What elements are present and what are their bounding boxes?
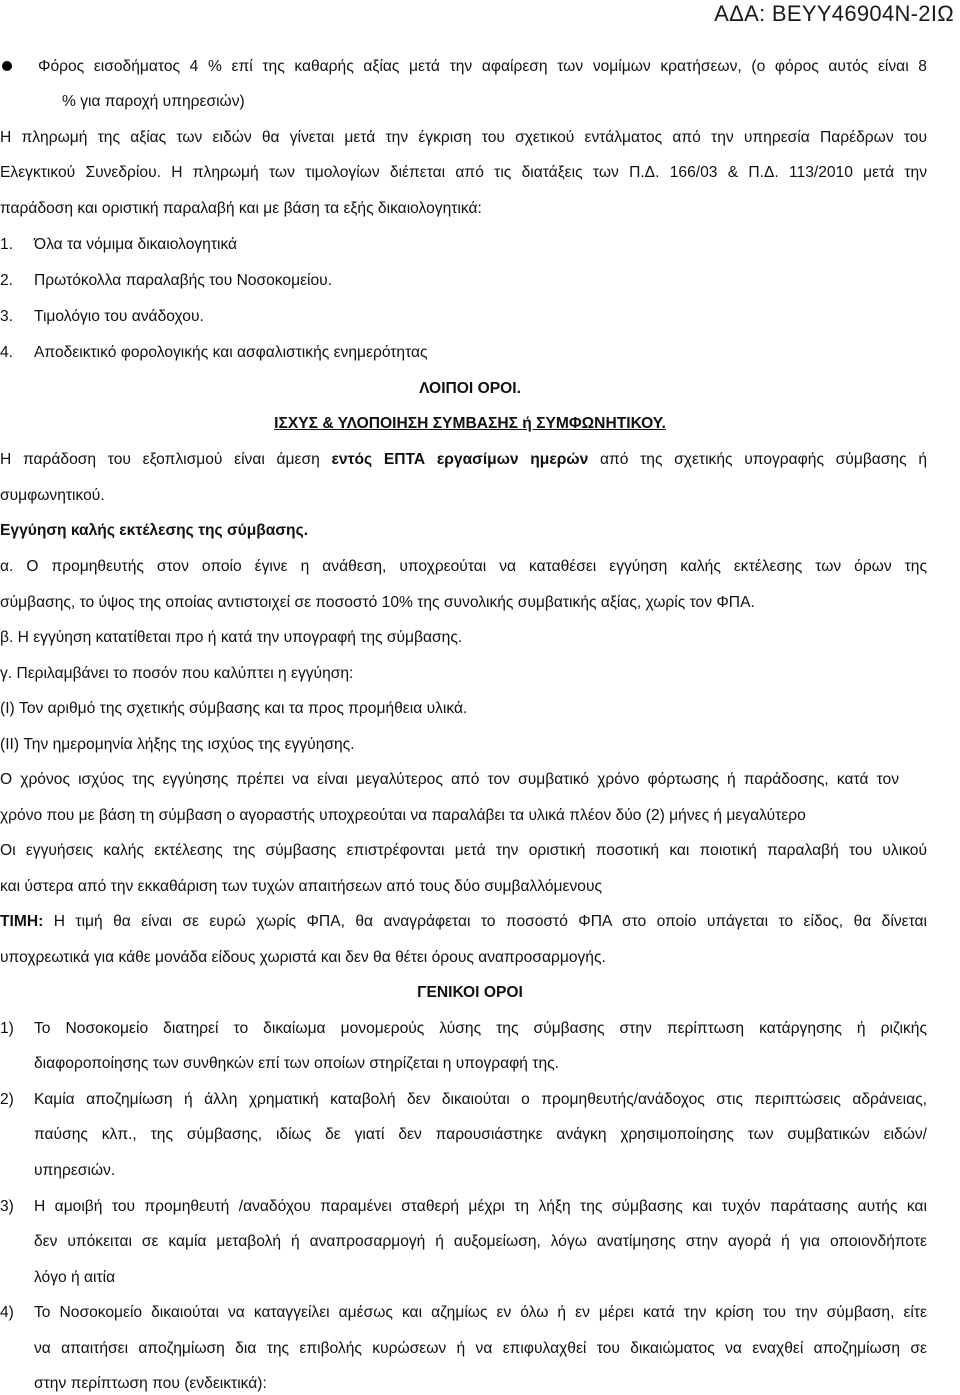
general-1-line1: Το Νοσοκομείο διατηρεί το δικαίωμα μονομερούς λύσης της σύμβασης στην περίπτωση κατάργησης ή ριζικής [34,1020,927,1037]
guarantee-time-line1: Ο χρόνος ισχύος της εγγύησης πρέπει να είναι μεγαλύτερος από τον συμβατικό χρόνο φόρτωσης ή παράδοσης, κατά τον [0,771,899,788]
price-line1 [0,912,927,932]
bullet-icon [2,61,12,71]
general-2-line3: υπηρεσιών. [34,1162,116,1179]
guarantee-ii: (II) Την ημερομηνία λήξης της ισχύος της εγγύησης. [0,736,355,753]
other-terms-heading: ΛΟΙΠΟΙ ΟΡΟΙ. [419,380,521,397]
doc-3-number: 3. [0,308,14,325]
guarantee-b: β. Η εγγύηση κατατίθεται προ ή κατά την υπογραφή της σύμβασης. [0,629,463,646]
ada-code: ΑΔΑ: ΒΕΥΥ46904Ν-2ΙΩ [714,1,954,26]
general-3-line2: δεν υπόκειται σε καμία μεταβολή ή αναπροσαρμογή ή αυξομείωση, λόγω ανατίμησης στην αγορά ή για οποιονδήποτε [34,1233,927,1250]
tax-bullet-line2: % για παροχή υπηρεσιών) [62,93,245,110]
general-1-line2: διαφοροποίησης των συνθηκών επί των οποίων στηρίζεται η υπογραφή της. [34,1055,559,1072]
doc-4-number: 4. [0,344,14,361]
delivery-bold: εντός ΕΠΤΑ εργασίμων ημερών [331,451,589,468]
doc-2-number: 2. [0,272,14,289]
general-3-number: 3) [0,1198,14,1215]
delivery-line1 [0,450,927,470]
guarantee-return-line2: και ύστερα από την εκκαθάριση των τυχών απαιτήσεων από τους δύο συμβαλλόμενους [0,878,602,895]
payment-line3: παράδοση και οριστική παραλαβή και με βάση τα εξής δικαιολογητικά: [0,200,482,217]
price-line2: υποχρεωτικά για κάθε μονάδα είδους χωριστά και δεν θα θέτει όρους αναπροσαρμογής. [0,949,606,966]
general-1-number: 1) [0,1020,14,1037]
doc-4-text: Αποδεικτικό φορολογικής και ασφαλιστικής ενημερότητας [34,344,428,361]
payment-line2: Ελεγκτικού Συνεδρίου. Η πληρωμή των τιμολογίων διέπεται από τις διατάξεις των Π.Δ. 166/03 & Π.Δ. 113/2010 μετά την [0,164,927,181]
general-2-line1: Καμία αποζημίωση ή άλλη χρηματική καταβολή δεν δικαιούται ο προμηθευτής/ανάδοχος στις περιπτώσεις αδράνειας, [34,1091,927,1108]
guarantee-title: Εγγύηση καλής εκτέλεσης της σύμβασης. [0,522,309,539]
general-3-line3: λόγο ή αιτία [34,1269,116,1286]
general-2-line2: παύσης κλπ., της σύμβασης, ιδίως δε γιατί δεν παρουσιάστηκε ανάγκη χρησιμοποίησης των συμβατικών ειδών/ [34,1126,927,1143]
general-2-number: 2) [0,1091,14,1108]
guarantee-return-line1: Οι εγγυήσεις καλής εκτέλεσης της σύμβασης επιστρέφονται μετά την οριστική ποσοτική και ποιοτική παραλαβή του υλικού [0,842,927,859]
guarantee-a-line2: σύμβασης, το ύψος της οποίας αντιστοιχεί σε ποσοστό 10% της συνολικής συμβατικής αξίας, χωρίς τον ΦΠΑ. [0,594,755,611]
general-4-number: 4) [0,1304,14,1321]
delivery-pre: Η παράδοση του εξοπλισμού είναι άμεση [0,451,332,468]
guarantee-time-line2: χρόνο που με βάση τη σύμβαση ο αγοραστής υποχρεούται να παραλάβει τα υλικά πλέον δύο (2) μήνες ή μεγαλύτερο [0,807,806,824]
guarantee-i: (I) Τον αριθμό της σχετικής σύμβασης και τα προς προμήθεια υλικά. [0,700,468,717]
general-4-line2: να απαιτήσει αποζημίωση δια της επιβολής κυρώσεων ή να επιφυλαχθεί του δικαιώματος να εναχθεί αποζημίωση σε [34,1340,927,1357]
doc-1-number: 1. [0,236,14,253]
delivery-post: από της σχετικής υπογραφής σύμβασης ή [588,451,928,468]
doc-2-text: Πρωτόκολλα παραλαβής του Νοσοκομείου. [34,272,333,289]
doc-3-text: Τιμολόγιο του ανάδοχου. [34,308,204,325]
tax-bullet-line1: Φόρος εισοδήματος 4 % επί της καθαρής αξίας μετά την αφαίρεση των νομίμων κρατήσεων, (ο φόρος αυτός είναι 8 [38,58,927,75]
general-3-line1: Η αμοιβή του προμηθευτή /αναδόχου παραμένει σταθερή μέχρι τη λήξη της σύμβασης και τυχόν παράτασης αυτής και [34,1198,927,1215]
validity-heading: ΙΣΧΥΣ & ΥΛΟΠΟΙΗΣΗ ΣΥΜΒΑΣΗΣ ή ΣΥΜΦΩΝΗΤΙΚΟΥ. [274,415,666,432]
delivery-line2: συμφωνητικού. [0,487,105,504]
price-label: ΤΙΜΗ: [0,913,44,930]
guarantee-c: γ. Περιλαμβάνει το ποσόν που καλύπτει η εγγύηση: [0,665,354,682]
general-terms-heading: ΓΕΝΙΚΟΙ ΟΡΟΙ [417,984,523,1001]
payment-line1: Η πληρωμή της αξίας των ειδών θα γίνεται μετά την έγκριση του σχετικού εντάλματος από την υπηρεσία Παρέδρων του [0,129,927,146]
general-4-line1: Το Νοσοκομείο δικαιούται να καταγγείλει αμέσως και αζημίως εν όλω ή εν μέρει κατά την κρίση του την σύμβαση, είτε [34,1304,927,1321]
price-text: Η τιμή θα είναι σε ευρώ χωρίς ΦΠΑ, θα αναγράφεται το ποσοστό ΦΠΑ στο οποίο υπάγεται το είδος, θα δίνεται [43,913,927,930]
general-4-line3: στην περίπτωση που (ενδεικτικά): [34,1375,267,1392]
guarantee-a-line1: α. Ο προμηθευτής στον οποίο έγινε η ανάθεση, υποχρεούται να καταθέσει εγγύηση καλής εκτέλεσης των όρων της [0,558,927,575]
doc-1-text: Όλα τα νόμιμα δικαιολογητικά [34,236,238,253]
